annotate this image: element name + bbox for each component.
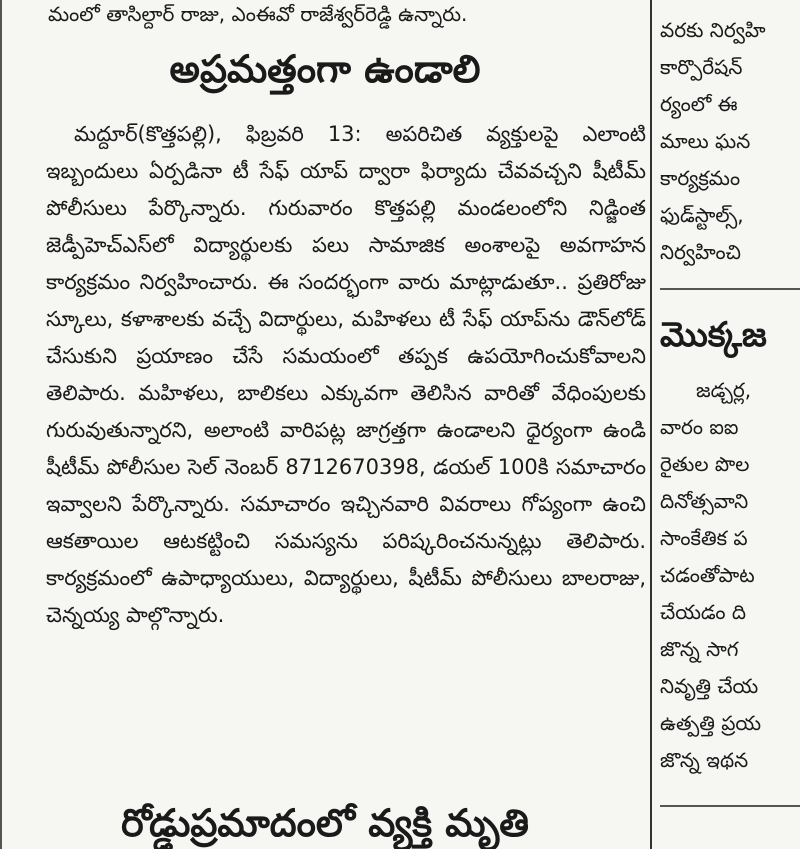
text-line: జొన్న సాగ: [660, 637, 739, 661]
column-divider: [650, 0, 652, 849]
text-line: జడ్చర్ల,: [696, 378, 752, 402]
previous-article-last-line: మంలో తాసిల్దార్ రాజు, ఎంఈవో రాజేశ్వర్‌రెడ్డి ఉన్నారు.: [48, 2, 468, 26]
text-line: ర్యంలో ఈ: [660, 92, 738, 116]
text-line: రైతుల పొల: [660, 452, 750, 476]
next-article-headline: రోడ్డుప్రమాదంలో వ్యక్తి మృతి: [121, 801, 529, 845]
text-line: వరకు నిర్వహి: [660, 18, 766, 42]
section-divider: [660, 805, 800, 807]
text-line: ఉత్పత్తి ప్రయ: [660, 711, 762, 735]
right-text-top: [660, 12, 766, 271]
text-line: వారం ఐఐ: [660, 415, 739, 439]
text-line: మాలు ఘన: [660, 129, 751, 153]
text-line: ఫుడ్‌స్టాల్స్,: [660, 203, 744, 227]
text-line: నిర్వహించి: [660, 240, 741, 264]
article-body: [46, 116, 646, 634]
text-line: జొన్న ఇథన: [660, 748, 749, 772]
text-line: కార్పొరేషన్: [660, 55, 743, 79]
text-line: చడంతోపాట: [660, 563, 755, 587]
text-line: నివృత్తి చేయ: [660, 674, 759, 698]
article-paragraph: మద్దూర్(కొత్తపల్లి), ఫిబ్రవరి 13: అపరిచిత వ్యక్తులపై ఎలాంటి ఇబ్బందులు ఏర్పడినా టీ సేఫ్ యాప్ ద్వారా ఫిర్యాదు చేవవచ్చని షీటీమ్ పోలీసులు పేర్కొన్నారు. గురువారం కొత్తపల్లి మండలంలోని నిడ్జింత జెడ్పీహెచ్‌ఎస్‌లో విద్యార్థులకు పలు సామాజిక అంశాలపై అవగాహన కార్యక్రమం నిర్వహించారు. ఈ సందర్భంగా వారు మాట్లాడుతూ.. ప్రతిరోజు స్కూలు, కళాశాలకు వచ్చే విదార్థులు, మహిళలు టీ సేఫ్ యాప్‌ను డౌన్‌లోడ్ చేసుకుని ప్రయాణం చేసే సమయంలో తప్పక ఉపయోగించుకోవాలని తెలిపారు. మహిళలు, బాలికలు ఎక్కువగా తెలిసిన వారితో వేధింపులకు గురువుతున్నారని, అలాంటి వారిపట్ల జాగ్రత్తగా ఉండాలని ధైర్యంగా ఉండి షీటీమ్ పోలీసుల సెల్ నెంబర్ 8712670398, డయల్ 100కి సమాచారం ఇవ్వాలని పేర్కొన్నారు. సమాచారం ఇచ్చినవారి వివరాలు గోప్యంగా ఉంచి ఆకతాయిల ఆటకట్టించి సమస్యను పరిష్కరించనున్నట్లు తెలిపారు. కార్యక్రమంలో ఉపాధ్యాయులు, విద్యార్థులు, షీటీమ్ పోలీసులు బాలరాజు, చెన్నయ్య పాల్గొన్నారు.: [46, 122, 646, 627]
text-line: చేయడం ది: [660, 600, 747, 624]
right-text-bottom: [660, 372, 761, 779]
text-line: సాంకేతిక ప: [660, 526, 748, 550]
text-line: దినోత్సవాని: [660, 489, 749, 513]
right-column: [660, 0, 800, 849]
right-headline: మొక్కజ: [660, 315, 767, 355]
text-line: కార్యక్రమం: [660, 166, 741, 190]
section-divider: [660, 288, 800, 290]
article-headline: అప్రమత్తంగా ఉండాలి: [169, 47, 481, 91]
